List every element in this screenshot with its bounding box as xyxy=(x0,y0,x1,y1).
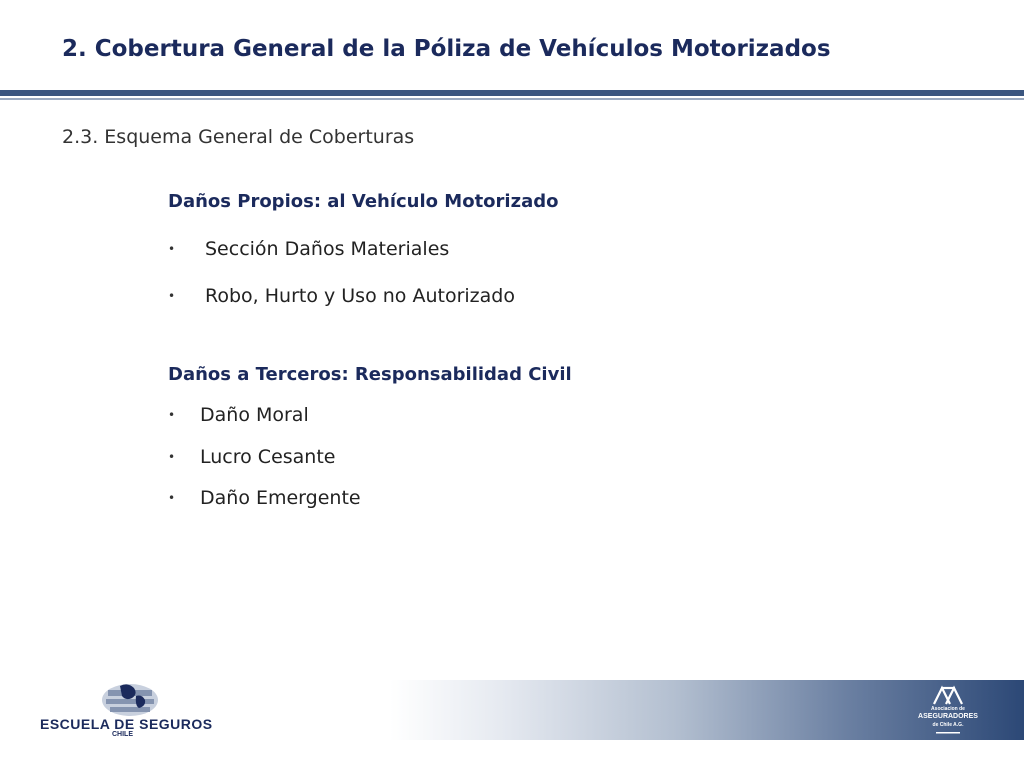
bullet-icon: • xyxy=(168,242,176,256)
bullet-icon: • xyxy=(168,408,176,422)
right-logo-line1: Asociacion de xyxy=(931,706,965,712)
left-logo-name: ESCUELA DE SEGUROS xyxy=(40,716,213,732)
slide-title: 2. Cobertura General de la Póliza de Vehículos Motorizados xyxy=(62,36,831,62)
bullet-icon: • xyxy=(168,289,176,303)
left-logo-sub: CHILE xyxy=(112,731,133,738)
list-item-text: Daño Moral xyxy=(200,404,309,426)
list-item-text: Sección Daños Materiales xyxy=(205,238,450,260)
section-heading-third-party: Daños a Terceros: Responsabilidad Civil xyxy=(168,364,572,385)
section-heading-own-damage: Daños Propios: al Vehículo Motorizado xyxy=(168,191,559,212)
title-divider-thin xyxy=(0,98,1024,100)
slide-subtitle: 2.3. Esquema General de Coberturas xyxy=(62,126,415,148)
list-item-text: Lucro Cesante xyxy=(200,446,336,468)
title-divider xyxy=(0,90,1024,96)
bullet-icon: • xyxy=(168,450,176,464)
right-logo-line2: ASEGURADORES xyxy=(918,713,978,720)
list-item-text: Robo, Hurto y Uso no Autorizado xyxy=(205,285,515,307)
list-item-text: Daño Emergente xyxy=(200,487,361,509)
bullet-icon: • xyxy=(168,491,176,505)
right-logo-line3: de Chile A.G. xyxy=(932,722,964,728)
